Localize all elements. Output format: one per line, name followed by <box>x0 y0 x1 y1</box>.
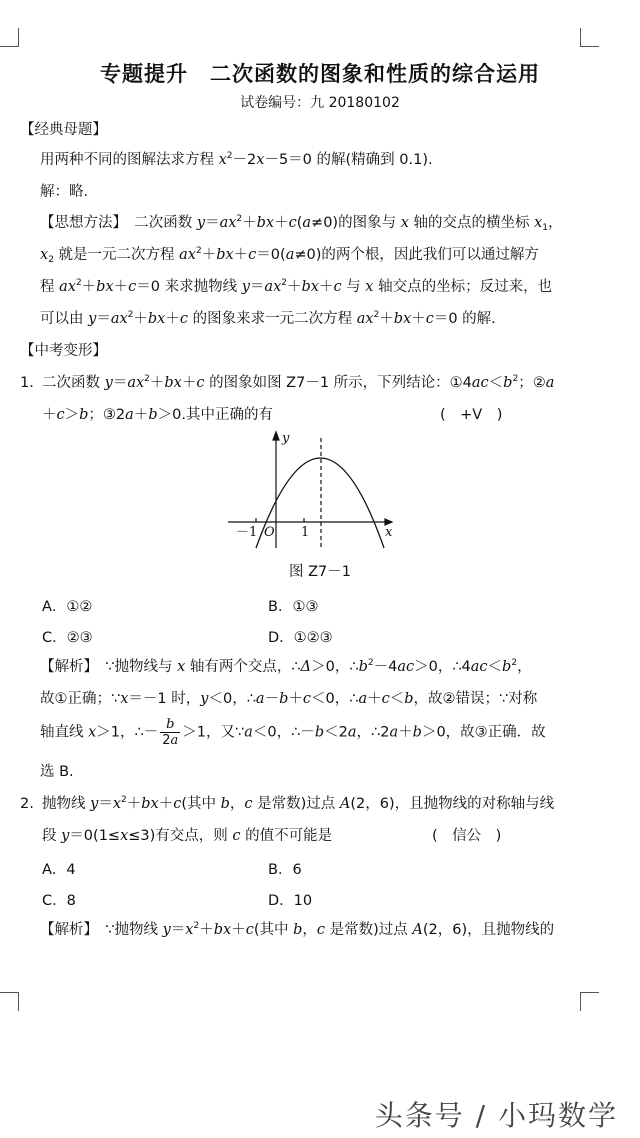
q1-stem-line-1: 二次函数 $y=ax^2+bx+c$ 的图象如图 Z7－1 所示，下列结论：$①4ac<b^2$；②a <box>42 374 555 391</box>
q1-number: 1. <box>20 375 34 391</box>
tick-label-1: 1 <box>301 525 310 540</box>
q2-stem-line-1: 抛物线 $y=x^2+bx+c$(其中 b，c 是常数)过点 A(2，6)，且抛物线的对称轴与线 <box>42 795 555 812</box>
q2-number: 2. <box>20 796 34 812</box>
crop-mark-bottom-left <box>0 992 19 1011</box>
q1-option-a[interactable]: A．①② <box>42 599 93 615</box>
classic-answer: 解：略. <box>40 184 89 200</box>
y-axis-label: y <box>282 431 290 446</box>
q1-analysis-line-3: 轴直线 x＞1，∴－ $\frac{b}{2a}$ ＞1，又∵a＜0，∴－b＜2a，∴2a＋b＞0，故③正确．故 <box>40 717 546 748</box>
q1-analysis-line-1: 【解析】 ∵抛物线与 x 轴有两个交点，∴Δ＞0，$\therefore b^2-4ac>0$，$\therefore 4ac<b^2$， <box>40 658 532 675</box>
classic-question: 用两种不同的图解法求方程 $x^2-2x-5=0$ 的解(精确到 0.1). <box>40 151 433 168</box>
q1-analysis-line-4: 选 B. <box>40 764 74 780</box>
method-paragraph: 【思想方法】 二次函数 $y=ax^2+bx+c(a\ne 0)$的图象与 x 轴的交点的横坐标 $x_1$， <box>40 214 563 233</box>
q2-analysis-label: 【解析】 <box>40 922 91 938</box>
q2-option-a[interactable]: A．4 <box>42 862 76 878</box>
q1-analysis-label: 【解析】 <box>40 659 91 675</box>
q2-option-d[interactable]: D．10 <box>268 893 313 909</box>
q1-option-b[interactable]: B．①③ <box>268 599 319 615</box>
crop-mark-top-right <box>580 28 599 47</box>
y-axis-arrow <box>273 432 279 440</box>
section-heading-classic: 【经典母题】 <box>20 122 107 138</box>
method-line-2: $x_2$ 就是一元二次方程 $ax^2+bx+c=0(a\ne 0)$的两个根，因此我们可以通过解方 <box>40 246 539 265</box>
q2-stem-line-2: 段 y＝0(1≤x≤3)有交点，则 c 的值不可能是 <box>42 828 333 844</box>
x-axis-label: x <box>385 525 393 540</box>
method-label: 【思想方法】 <box>40 215 120 231</box>
origin-label: O <box>264 525 275 540</box>
section-heading-variant: 【中考变形】 <box>20 343 107 359</box>
q1-analysis-line-2: 故①正确；∵x＝－1 时，y＜0，∴a－b＋c＜0，∴a＋c＜b，故②错误；∵对称 <box>40 691 538 707</box>
watermark: 头条号 / 小玛数学 <box>374 1099 618 1132</box>
parabola-figure <box>222 428 400 552</box>
paper-number: 试卷编号：九 20180102 <box>240 95 400 111</box>
figure-caption: 图 Z7－1 <box>289 564 351 580</box>
q2-analysis-line-1: 【解析】 ∵抛物线 $y=x^2+bx+c$(其中 b，c 是常数)过点 A(2，6)，且抛物线的 <box>40 921 555 938</box>
fraction-b-over-2a: $\frac{b}{2a}$ <box>162 717 179 748</box>
tick-label-neg1: －1 <box>236 525 258 540</box>
parabola-curve <box>256 458 384 548</box>
q2-answer-mark: ( 信公 ) <box>432 828 502 844</box>
method-line-4: 可以由 $y=ax^2+bx+c$ 的图象来求一元二次方程 $ax^2+bx+c=0$ 的解. <box>40 310 496 327</box>
q2-option-c[interactable]: C．8 <box>42 893 76 909</box>
page-title: 专题提升 二次函数的图象和性质的综合运用 <box>100 62 540 86</box>
crop-mark-top-left <box>0 28 19 47</box>
q2-option-b[interactable]: B．6 <box>268 862 302 878</box>
method-line-3: 程 $ax^2+bx+c=0$ 来求抛物线 $y=ax^2+bx+c$ 与 x 轴交点的坐标；反过来，也 <box>40 278 553 295</box>
q1-option-c[interactable]: C．②③ <box>42 630 93 646</box>
q1-answer-mark: ( +V ) <box>440 407 503 423</box>
crop-mark-bottom-right <box>580 992 599 1011</box>
q1-stem-line-2: ＋c＞b；③2a＋b＞0.其中正确的有 <box>42 407 273 423</box>
q1-option-d[interactable]: D．①②③ <box>268 630 333 646</box>
